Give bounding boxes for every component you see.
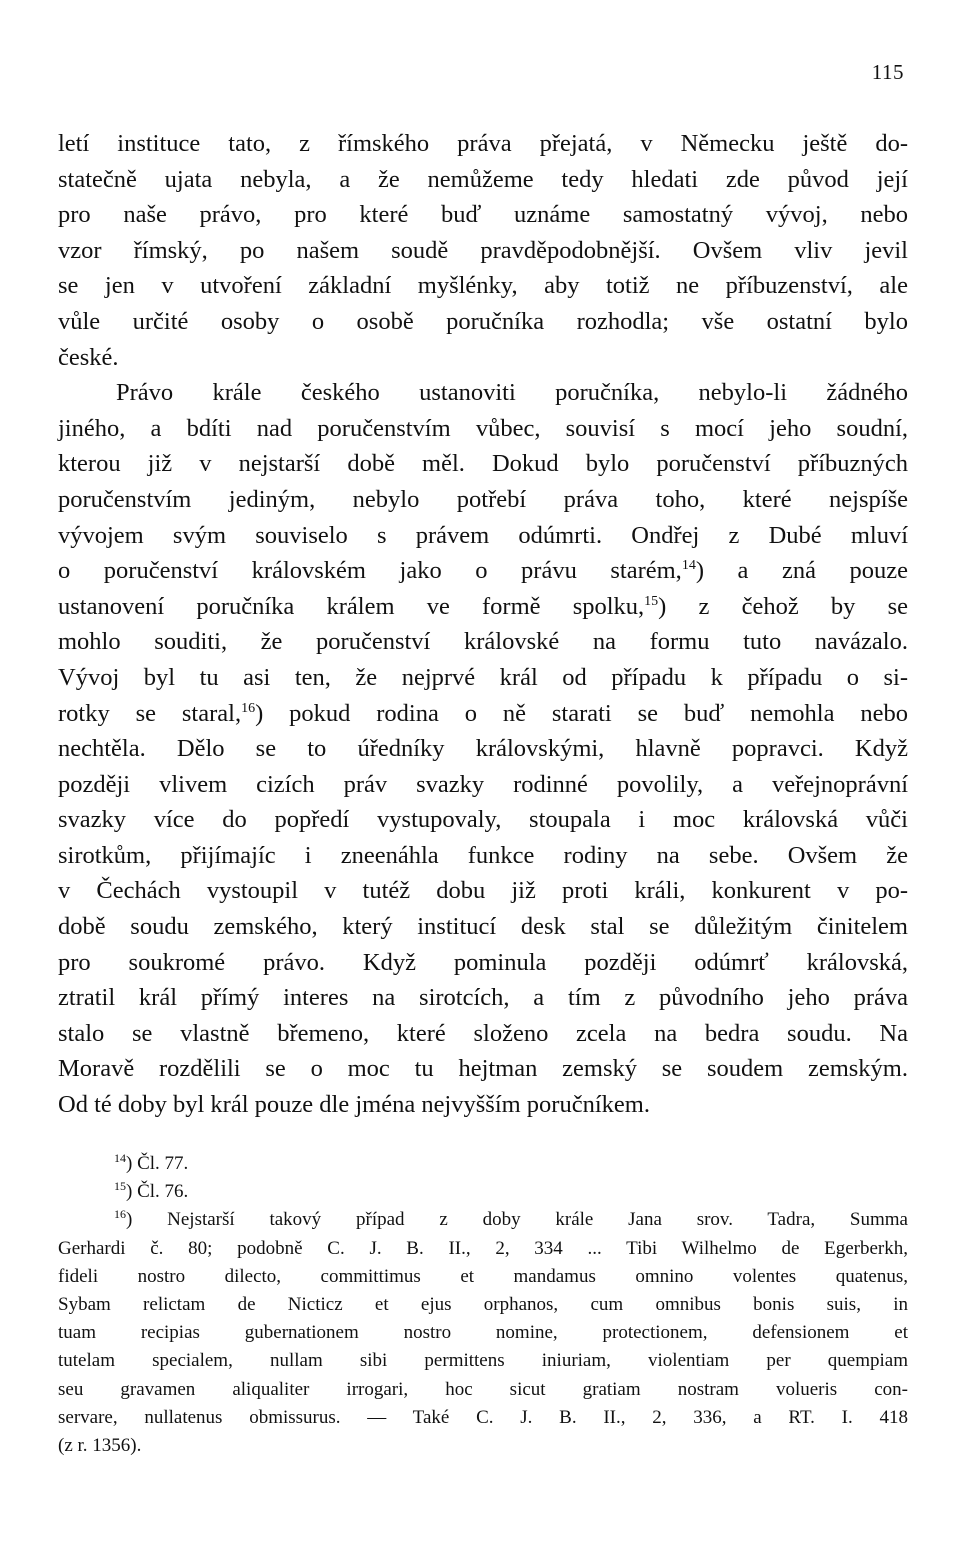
page-number: 115 [871, 60, 904, 84]
text-line-with-footnote-ref [58, 589, 908, 625]
text-line: jiného, a bdíti nad poručenstvím vůbec, souvisí s mocí jeho soudní, [58, 414, 908, 442]
text-line: kterou již v nejstarší době měl. Dokud bylo poručenství příbuzných [58, 450, 908, 478]
text-line: Moravě rozdělili se o moc tu hejtman zemský se soudem zemským. [58, 1055, 908, 1083]
footnotes [58, 1150, 908, 1460]
text-line: nechtěla. Dělo se to úředníky královskými, hlavně popravci. Když [58, 735, 908, 763]
footnote-line: seu gravamen aliqualiter irrogari, hoc sicut gratiam nostram volueris con- [58, 1378, 908, 1400]
footnote-ref-14: 14 [681, 558, 696, 574]
text-line: ztratil král přímý interes na sirotcích, a tím z původního jeho práva [58, 984, 908, 1012]
text-line: vývojem svým souviselo s právem odúmrti. Ondřej z Dubé mluví [58, 521, 908, 549]
footnote-line: fideli nostro dilecto, committimus et mandamus omnino volentes quatenus, [58, 1265, 908, 1287]
footnote-16 [58, 1206, 908, 1234]
text-segment: rotky se staral, [58, 699, 242, 727]
footnote-mark: 15 [114, 1179, 126, 1194]
footnote-mark: 16 [114, 1207, 126, 1222]
footnote-ref-15: 15 [644, 593, 659, 609]
text-line-with-footnote-ref [58, 553, 908, 589]
text-line: poručenstvím jediným, nebylo potřebí práva toho, které nejspíše [58, 485, 908, 513]
footnote-line: tuam recipias gubernationem nostro nomine, protectionem, defensionem et [58, 1322, 908, 1344]
footnote-line: servare, nullatenus obmissurus. — Také C. J. B. II., 2, 336, a RT. I. 418 [58, 1406, 908, 1428]
text-line-with-footnote-ref [58, 696, 908, 732]
text-line: Od té doby byl král pouze dle jména nejvyšším poručníkem. [58, 1091, 650, 1119]
text-line: sirotkům, přijímajíc i zneenáhla funkce rodiny na sebe. Ovšem že [58, 841, 908, 869]
footnote-ref-16: 16 [241, 700, 256, 716]
text-segment: o poručenství královském jako o právu starém, [58, 557, 682, 585]
footnote-line: (z r. 1356). [58, 1434, 142, 1456]
text-line: stalo se vlastně břemeno, které složeno zcela na bedra soudu. Na [58, 1019, 908, 1047]
text-segment: ) pokud rodina o ně starati se buď nemohla nebo [255, 699, 908, 727]
footnote-text: ) Nejstarší takový případ z doby krále Jana srov. Tadra, Summa [126, 1209, 908, 1231]
text-line: letí instituce tato, z římského práva přejatá, v Německu ještě do- [58, 130, 908, 157]
text-line: později vlivem cizích práv svazky rodinné povolily, a veřejnoprávní [58, 770, 908, 798]
text-line: svazky více do popředí vystupovaly, stoupala i moc královská vůči [58, 806, 908, 834]
text-line: se jen v utvoření základní myšlénky, aby totiž ne příbuzenství, ale [58, 272, 908, 300]
text-segment: ustanovení poručníka králem ve formě spolku, [58, 592, 645, 620]
footnote-line: Sybam relictam de Nicticz et ejus orphanos, cum omnibus bonis suis, in [58, 1293, 908, 1315]
text-line: vzor římský, po našem soudě pravděpodobnější. Ovšem vliv jevil [58, 236, 908, 264]
text-line: české. [58, 343, 119, 371]
footnote-text: ) Čl. 77. [126, 1153, 189, 1174]
main-text [58, 126, 908, 1123]
text-segment: ) a zná pouze [695, 557, 908, 585]
text-segment: ) z čehož by se [658, 592, 908, 620]
text-line: pro naše právo, pro které buď uznáme samostatný vývoj, nebo [58, 201, 908, 229]
text-line: mohlo souditi, že poručenství královské na formu tuto navázalo. [58, 628, 908, 656]
footnote-line: Gerhardi č. 80; podobně C. J. B. II., 2, 334 ... Tibi Wilhelmo de Egerberkh, [58, 1237, 908, 1259]
footnote-mark: 14 [114, 1151, 126, 1165]
text-line: statečně ujata nebyla, a že nemůžeme tedy hledati zde původ její [58, 165, 908, 193]
footnote-line: tutelam specialem, nullam sibi permittens iniuriam, violentiam per quempiam [58, 1350, 908, 1372]
paragraph-start-line: Právo krále českého ustanoviti poručníka, nebylo-li žádného [116, 379, 908, 407]
footnote-15 [58, 1178, 908, 1206]
text-line: době soudu zemského, který institucí desk stal se důležitým činitelem [58, 913, 908, 941]
text-line: pro soukromé právo. Když pominula později odúmrť královská, [58, 948, 908, 976]
footnote-text: ) Čl. 76. [126, 1181, 189, 1203]
text-line: v Čechách vystoupil v tutéž dobu již proti králi, konkurent v po- [58, 877, 908, 905]
footnote-14 [58, 1150, 908, 1178]
text-line: Vývoj byl tu asi ten, že nejprvé král od případu k případu o si- [58, 663, 908, 691]
text-line: vůle určité osoby o osobě poručníka rozhodla; vše ostatní bylo [58, 307, 908, 335]
